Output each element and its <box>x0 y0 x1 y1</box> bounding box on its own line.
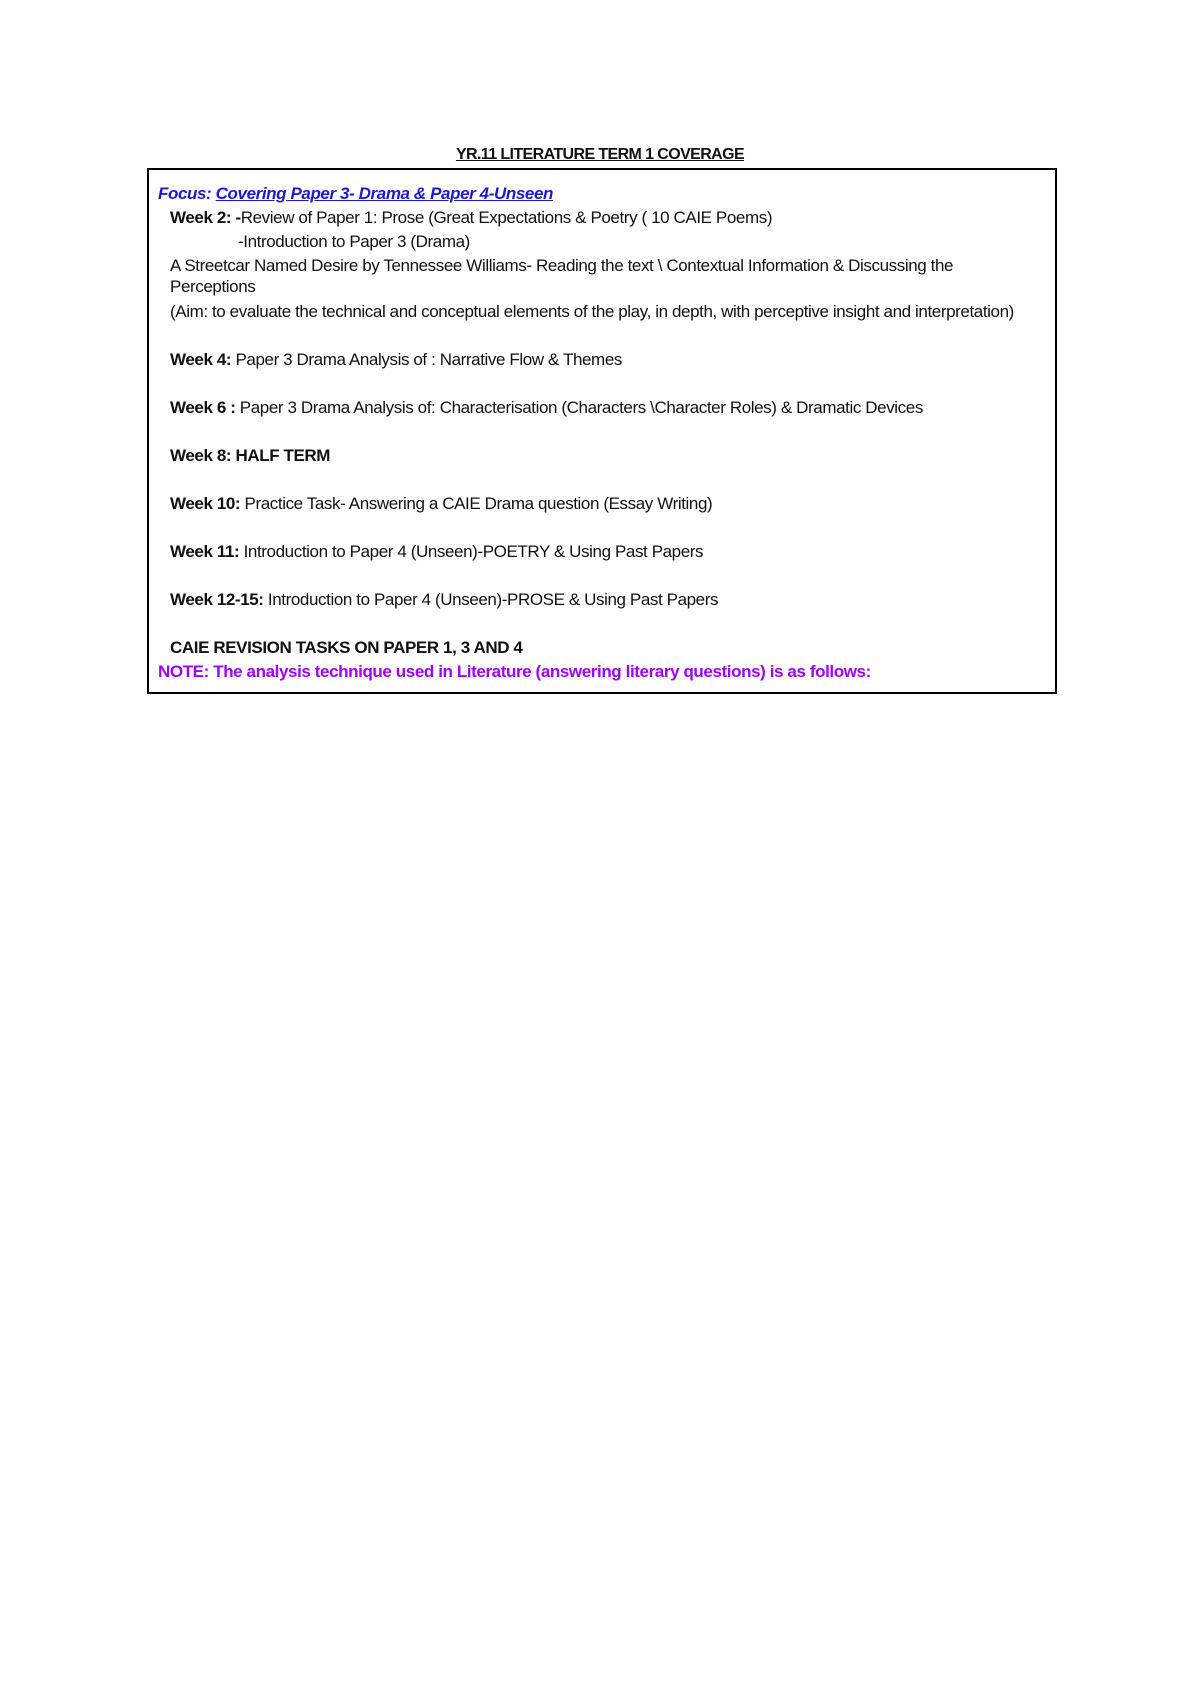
week10-label: Week 10: <box>170 494 241 513</box>
week12-text: Introduction to Paper 4 (Unseen)-PROSE & Using Past Papers <box>263 590 719 609</box>
week2-line2: -Introduction to Paper 3 (Drama) <box>238 232 470 251</box>
note-line: NOTE: The analysis technique used in Literature (answering literary questions) is as follows: <box>158 662 871 681</box>
week6-line <box>170 397 923 418</box>
week4-line <box>170 349 622 370</box>
week11-text: Introduction to Paper 4 (Unseen)-POETRY & Using Past Papers <box>239 542 704 561</box>
focus-label: Focus: <box>158 184 216 203</box>
week2-line1 <box>170 207 772 228</box>
week2-aim: (Aim: to evaluate the technical and conceptual elements of the play, in depth, with perceptive insight and interpretation) <box>170 302 1014 321</box>
week8-line: Week 8: HALF TERM <box>170 446 331 465</box>
week12-line <box>170 589 718 610</box>
coverage-box <box>147 168 1057 694</box>
week2-line3: A Streetcar Named Desire by Tennessee Williams- Reading the text \ Contextual Information & Discussing the <box>170 256 954 275</box>
week4-label: Week 4: <box>170 350 232 369</box>
week10-text: Practice Task- Answering a CAIE Drama question (Essay Writing) <box>240 494 713 513</box>
week6-text: Paper 3 Drama Analysis of: Characterisation (Characters \Character Roles) & Dramatic Devices <box>235 398 923 417</box>
focus-line <box>158 183 553 204</box>
week2-label: Week 2: - <box>170 208 241 227</box>
week11-line <box>170 541 703 562</box>
week12-label: Week 12-15: <box>170 590 264 609</box>
week2-text: Review of Paper 1: Prose (Great Expectations & Poetry ( 10 CAIE Poems) <box>240 208 773 227</box>
week11-label: Week 11: <box>170 542 240 561</box>
page-title <box>0 146 1200 164</box>
focus-text: Covering Paper 3- Drama & Paper 4-Unseen <box>215 184 554 203</box>
revision-line: CAIE REVISION TASKS ON PAPER 1, 3 AND 4 <box>170 638 523 657</box>
page-title-text: YR.11 LITERATURE TERM 1 COVERAGE <box>455 146 745 163</box>
week10-line <box>170 493 712 514</box>
week6-label: Week 6 : <box>170 398 236 417</box>
week2-line4: Perceptions <box>170 277 256 296</box>
week4-text: Paper 3 Drama Analysis of : Narrative Flow & Themes <box>231 350 622 369</box>
